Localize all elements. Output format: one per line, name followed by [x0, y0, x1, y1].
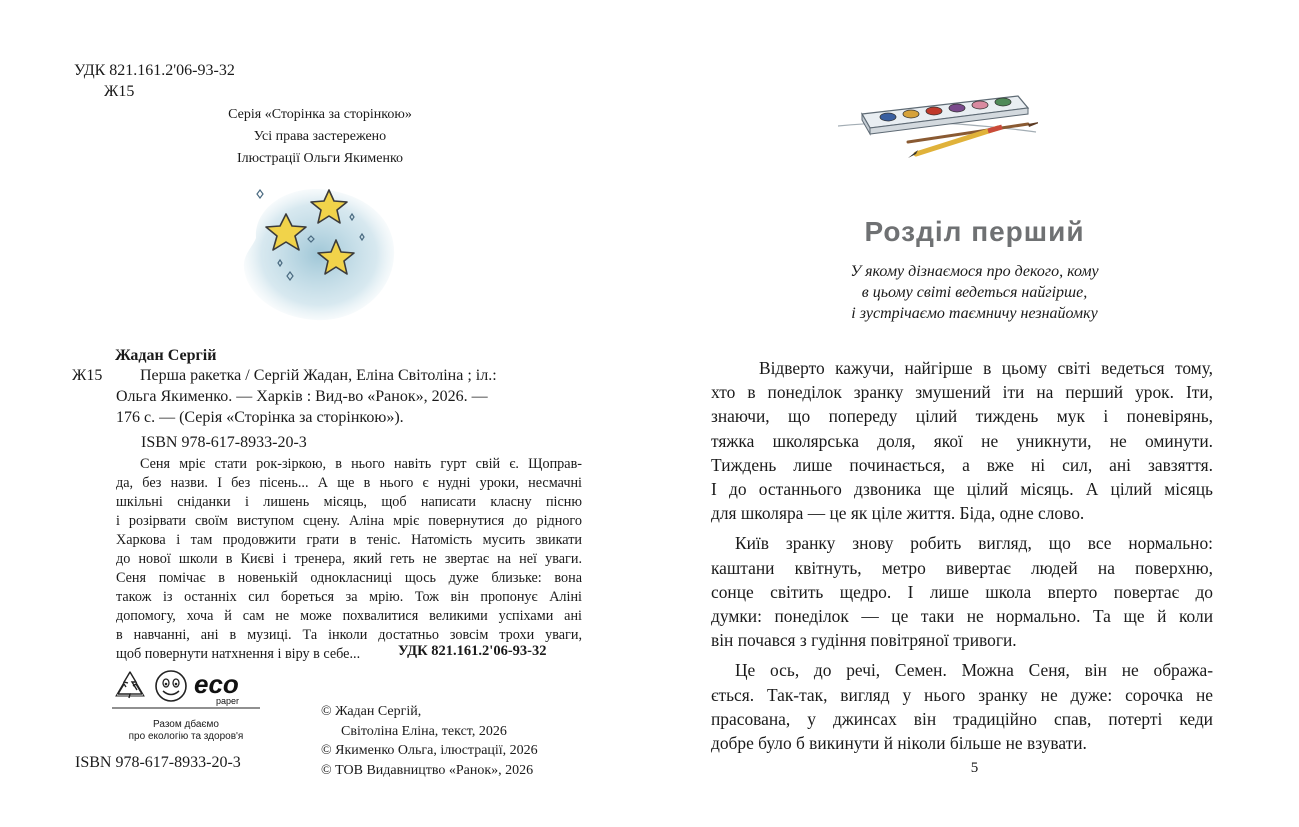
paragraph	[711, 356, 1213, 525]
annotation-line: в навчанні, ані в музиці. Та інколи достатньо зовсім трохи уваги,	[116, 627, 582, 643]
rights-reserved: Усі права застережено	[253, 129, 387, 144]
series-info	[160, 106, 480, 168]
text-line: Це ось, до речі, Семен. Можна Сеня, він не обража-	[735, 660, 1213, 681]
eco-caption-line: про екологію та здоров'я	[128, 731, 244, 742]
annotation-line: допомогу, хоча й сам не може похвалитися великими успіхами ані	[116, 608, 582, 624]
annotation	[116, 455, 582, 664]
smiley-face-icon	[156, 671, 186, 701]
eco-caption	[110, 719, 262, 743]
sparkle-icon	[257, 190, 263, 198]
eco-paper-logo	[110, 666, 262, 743]
isbn-record: ISBN 978-617-8933-20-3	[141, 434, 307, 451]
paint-swatch	[949, 104, 965, 112]
copyright-line: © ТОВ Видавництво «Ранок», 2026	[321, 762, 534, 778]
annotation-line: також із останніх сил бореться за мрію. Тож він пропонує Аліні	[116, 589, 582, 605]
page-number: 5	[970, 760, 979, 776]
chapter-subtitle	[650, 261, 1299, 324]
imprint-page	[0, 0, 649, 827]
text-line: Відверто кажучи, найгірше в цьому світі ведеться тому,	[759, 358, 1213, 378]
text-line: ється. Так-так, вигляд у нього зранку не дуже: сорочка не	[711, 684, 1213, 705]
bibliographic-record	[116, 365, 582, 428]
annotation-line: і розірвати своїм виступом сцену. Аліна мріє повернутися до рідного	[116, 513, 582, 529]
paint-swatch	[880, 113, 896, 121]
bibliographic-line: Перша ракетка / Сергій Жадан, Еліна Світоліна ; іл.:	[140, 367, 497, 384]
annotation-line: Харкова і там продовжити грати в теніс. Натомість мусить звикати	[116, 532, 582, 548]
paint-swatch	[972, 101, 988, 109]
eco-caption-line: Разом дбаємо	[153, 719, 219, 730]
chapter-page	[650, 0, 1299, 827]
udc-top: УДК 821.161.2'06-93-32	[74, 62, 235, 79]
paint-swatch	[995, 98, 1011, 106]
text-line: сонце світить щедро. І лише школа вперто повертає до	[711, 581, 1213, 602]
paragraph	[711, 658, 1213, 755]
udc-bottom: УДК 821.161.2'06-93-32	[398, 643, 547, 659]
text-line: хто в понеділок зранку змушений іти на перший урок. Іти,	[711, 382, 1213, 403]
copyright-line: © Якименко Ольга, ілюстрації, 2026	[321, 743, 538, 758]
paint-palette-illustration	[838, 84, 1038, 164]
bibliographic-line: Ольга Якименко. — Харків : Вид-во «Ранок», 2026. —	[116, 388, 488, 405]
pencil-icon	[908, 127, 1002, 158]
series-name: Серія «Сторінка за сторінкою»	[228, 107, 412, 122]
text-line: Тиждень лише починається, а вже ні сил, ані завзяття.	[711, 454, 1213, 475]
author-heading: Жадан Сергій	[115, 347, 217, 364]
chapter-body	[711, 356, 1213, 755]
annotation-line: Сеня мріє стати рок-зіркою, в нього навіть гурт свій є. Щоправ-	[140, 456, 582, 472]
copyright-line: Світоліна Еліна, текст, 2026	[341, 723, 507, 739]
annotation-line: щоб повернути натхнення і віру в себе...	[116, 646, 361, 662]
text-line: для школяра — це як ціле життя. Біда, одне слово.	[711, 503, 1085, 524]
copyright-line: © Жадан Сергій,	[321, 704, 422, 719]
subtitle-line: У якому дізнаємося про декого, кому	[850, 263, 1099, 280]
text-line: прасована, у джинсах він традиційно спав, потерті кеди	[711, 708, 1213, 729]
annotation-line: Сеня помічає в новенькій однокласниці щось дуже близьке: вона	[116, 570, 582, 586]
eco-logo-subtext: paper	[216, 696, 240, 706]
classification-code-top: Ж15	[104, 83, 135, 100]
paint-swatch	[926, 107, 942, 115]
eco-logo-text: eco	[194, 669, 239, 699]
annotation-line: да, без назви. І без пісень... А ще в нього є нудні уроки, несмачні	[116, 475, 582, 491]
subtitle-line: і зустрічаємо таємничу незнайомку	[851, 305, 1098, 322]
annotation-line: до нової школи в Києві і тренера, який геть не звертає на неї уваги.	[116, 551, 582, 567]
text-line: І до останнього дзвоника ще цілий місяць. А цілий місяць	[711, 479, 1213, 500]
chapter-title: Розділ перший	[864, 216, 1085, 247]
text-line: знаючи, що попереду цілий тиждень мук і поневірянь,	[711, 406, 1213, 427]
classification-code-margin: Ж15	[72, 367, 103, 384]
recycle-icon	[116, 672, 144, 698]
paint-swatch	[903, 110, 919, 118]
text-line: думки: понеділок — це таки не нормально. Та ще й коли	[711, 606, 1213, 627]
text-line: добре було б викинути й ніколи більше не взувати.	[711, 733, 1087, 754]
text-line: каштани квітнуть, метро вивертає людей на поверхню,	[711, 557, 1213, 578]
isbn-bottom: ISBN 978-617-8933-20-3	[75, 754, 241, 771]
stars-illustration	[236, 176, 406, 326]
text-line: він почався з гудіння повітряної тривоги.	[711, 630, 1017, 651]
illustrations-credit: Ілюстрації Ольги Якименко	[236, 151, 404, 166]
text-line: тяжка школярська доля, якої не уникнути, не оминути.	[711, 430, 1213, 451]
text-line: Київ зранку знову робить вигляд, що все нормально:	[735, 533, 1213, 554]
paragraph	[711, 531, 1213, 652]
copyright-block	[321, 702, 538, 780]
annotation-line: шкільні сніданки і лишень місяць, щоб написати класну пісню	[116, 494, 582, 510]
bibliographic-line: 176 с. — (Серія «Сторінка за сторінкою»).	[116, 409, 404, 426]
eco-logo-graphic	[110, 666, 262, 710]
subtitle-line: в цьому світі ведеться найгірше,	[861, 284, 1088, 301]
